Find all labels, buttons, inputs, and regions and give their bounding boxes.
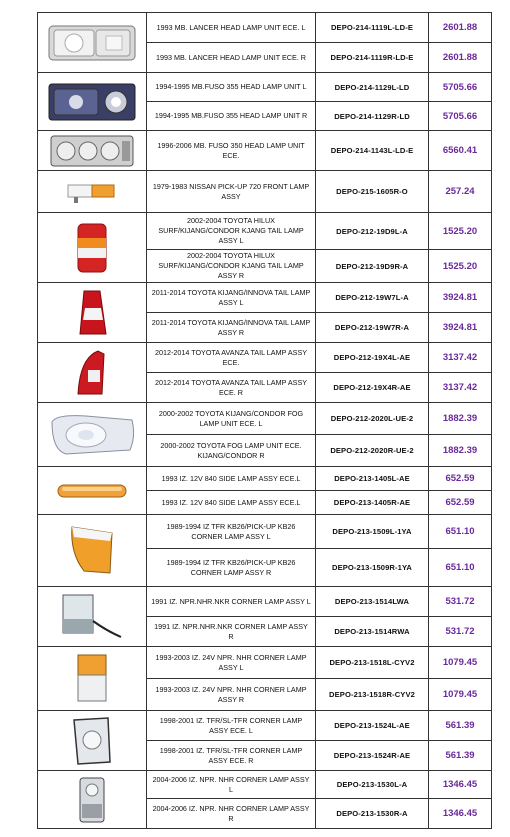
product-description: 2011-2014 TOYOTA KIJANG/INNOVA TAIL LAMP ASSY R <box>147 313 316 343</box>
product-code: DEPO-215-1605R-O <box>316 171 429 213</box>
product-description: 1993 MB. LANCER HEAD LAMP UNIT ECE. L <box>147 13 316 43</box>
side-lamp-icon <box>52 479 132 503</box>
product-code: DEPO-212-19X4L-AE <box>316 343 429 373</box>
product-price: 5705.66 <box>429 73 492 102</box>
table-row <box>38 647 492 679</box>
product-code: DEPO-212-19W7R-A <box>316 313 429 343</box>
product-price: 531.72 <box>429 617 492 647</box>
product-description: 2002-2004 TOYOTA HILUX SURF/KIJANG/CONDOR KJANG TAIL LAMP ASSY R <box>147 250 316 283</box>
corner-lamp-icon <box>57 591 127 643</box>
corner-lamp-icon <box>64 523 120 579</box>
product-image-cell <box>38 403 147 467</box>
product-price: 561.39 <box>429 741 492 771</box>
product-description: 1994-1995 MB.FUSO 355 HEAD LAMP UNIT R <box>147 102 316 131</box>
product-image-cell <box>38 131 147 171</box>
product-price: 3137.42 <box>429 373 492 403</box>
product-code: DEPO-213-1514RWA <box>316 617 429 647</box>
product-price: 1525.20 <box>429 250 492 283</box>
product-code: DEPO-214-1119R-LD-E <box>316 43 429 73</box>
table-row <box>38 171 492 213</box>
table-row <box>38 771 492 799</box>
product-image-cell <box>38 73 147 131</box>
product-image-cell <box>38 771 147 829</box>
table-row <box>38 13 492 43</box>
product-description: 2012-2014 TOYOTA AVANZA TAIL LAMP ASSY ECE. R <box>147 373 316 403</box>
product-description: 1989-1994 IZ TFR KB26/PICK-UP KB26 CORNER LAMP ASSY L <box>147 515 316 549</box>
product-image-cell <box>38 213 147 283</box>
product-price: 3137.42 <box>429 343 492 373</box>
product-code: DEPO-213-1518L-CYV2 <box>316 647 429 679</box>
corner-lamp-icon <box>68 714 116 768</box>
product-code: DEPO-213-1530L-A <box>316 771 429 799</box>
product-code: DEPO-213-1530R-A <box>316 799 429 829</box>
product-code: DEPO-213-1524R-AE <box>316 741 429 771</box>
table-row <box>38 467 492 491</box>
product-code: DEPO-212-2020R-UE-2 <box>316 435 429 467</box>
product-description: 2011-2014 TOYOTA KIJANG/INNOVA TAIL LAMP ASSY L <box>147 283 316 313</box>
headlamp-icon <box>46 20 138 66</box>
product-description: 1996-2006 MB. FUSO 350 HEAD LAMP UNIT ECE. <box>147 131 316 171</box>
product-description: 2004-2006 IZ. NPR. NHR CORNER LAMP ASSY R <box>147 799 316 829</box>
product-image-cell <box>38 13 147 73</box>
product-description: 1993 MB. LANCER HEAD LAMP UNIT ECE. R <box>147 43 316 73</box>
front-lamp-icon <box>62 177 122 207</box>
fog-lamp-icon <box>46 410 138 460</box>
table-row <box>38 73 492 102</box>
product-description: 1991 IZ. NPR.NHR.NKR CORNER LAMP ASSY L <box>147 587 316 617</box>
product-image-cell <box>38 283 147 343</box>
tail-lamp-icon <box>74 288 110 338</box>
product-price: 652.59 <box>429 467 492 491</box>
product-description: 1998-2001 IZ. TFR/SL-TFR CORNER LAMP ASSY ECE. R <box>147 741 316 771</box>
product-price: 1346.45 <box>429 771 492 799</box>
product-price: 1882.39 <box>429 403 492 435</box>
product-code: DEPO-213-1509R-1YA <box>316 549 429 587</box>
product-code: DEPO-213-1524L-AE <box>316 711 429 741</box>
product-price: 2601.88 <box>429 13 492 43</box>
product-description: 1998-2001 IZ. TFR/SL-TFR CORNER LAMP ASSY ECE. L <box>147 711 316 741</box>
product-description: 1993 IZ. 12V 840 SIDE LAMP ASSY ECE.L <box>147 491 316 515</box>
product-image-cell <box>38 515 147 587</box>
product-price: 5705.66 <box>429 102 492 131</box>
product-description: 2012-2014 TOYOTA AVANZA TAIL LAMP ASSY ECE. <box>147 343 316 373</box>
product-code: DEPO-212-19D9L-A <box>316 213 429 250</box>
tail-lamp-icon <box>72 220 112 276</box>
product-code: DEPO-213-1518R-CYV2 <box>316 679 429 711</box>
product-image-cell <box>38 467 147 515</box>
product-image-cell <box>38 343 147 403</box>
product-image-cell <box>38 171 147 213</box>
product-code: DEPO-212-19W7L-A <box>316 283 429 313</box>
headlamp-icon <box>48 133 136 169</box>
product-price: 6560.41 <box>429 131 492 171</box>
table-row <box>38 587 492 617</box>
product-description: 1991 IZ. NPR.NHR.NKR CORNER LAMP ASSY R <box>147 617 316 647</box>
table-row <box>38 711 492 741</box>
product-image-cell <box>38 711 147 771</box>
product-price: 531.72 <box>429 587 492 617</box>
product-table <box>37 12 492 829</box>
table-row <box>38 343 492 373</box>
product-description: 1989-1994 IZ TFR KB26/PICK-UP KB26 CORNER LAMP ASSY R <box>147 549 316 587</box>
product-price: 1079.45 <box>429 679 492 711</box>
product-price: 652.59 <box>429 491 492 515</box>
product-code: DEPO-212-19D9R-A <box>316 250 429 283</box>
product-price: 651.10 <box>429 515 492 549</box>
corner-lamp-icon <box>72 774 112 826</box>
product-image-cell <box>38 647 147 711</box>
table-row <box>38 131 492 171</box>
product-code: DEPO-212-19X4R-AE <box>316 373 429 403</box>
product-price: 651.10 <box>429 549 492 587</box>
product-price: 1079.45 <box>429 647 492 679</box>
product-code: DEPO-214-1129R-LD <box>316 102 429 131</box>
product-code: DEPO-214-1129L-LD <box>316 73 429 102</box>
corner-lamp-icon <box>70 651 114 707</box>
product-description: 2000-2002 TOYOTA KIJANG/CONDOR FOG LAMP UNIT ECE. L <box>147 403 316 435</box>
table-row <box>38 283 492 313</box>
tail-lamp-icon <box>72 348 112 398</box>
product-price: 3924.81 <box>429 313 492 343</box>
product-description: 2000-2002 TOYOTA FOG LAMP UNIT ECE. KIJANG/CONDOR R <box>147 435 316 467</box>
product-price: 3924.81 <box>429 283 492 313</box>
product-price: 1882.39 <box>429 435 492 467</box>
product-price: 1525.20 <box>429 213 492 250</box>
product-price: 1346.45 <box>429 799 492 829</box>
product-description: 1993-2003 IZ. 24V NPR. NHR CORNER LAMP ASSY L <box>147 647 316 679</box>
product-code: DEPO-213-1514LWA <box>316 587 429 617</box>
product-code: DEPO-214-1119L-LD-E <box>316 13 429 43</box>
table-row <box>38 213 492 250</box>
product-code: DEPO-213-1509L-1YA <box>316 515 429 549</box>
product-price: 257.24 <box>429 171 492 213</box>
table-row <box>38 515 492 549</box>
product-description: 1993 IZ. 12V 840 SIDE LAMP ASSY ECE.L <box>147 467 316 491</box>
headlamp-icon <box>46 80 138 124</box>
product-code: DEPO-212-2020L-UE-2 <box>316 403 429 435</box>
product-image-cell <box>38 587 147 647</box>
product-description: 2002-2004 TOYOTA HILUX SURF/KIJANG/CONDOR KJANG TAIL LAMP ASSY L <box>147 213 316 250</box>
product-code: DEPO-213-1405R-AE <box>316 491 429 515</box>
product-code: DEPO-214-1143L-LD-E <box>316 131 429 171</box>
product-description: 2004-2006 IZ. NPR. NHR CORNER LAMP ASSY L <box>147 771 316 799</box>
product-description: 1994-1995 MB.FUSO 355 HEAD LAMP UNIT L <box>147 73 316 102</box>
product-description: 1979-1983 NISSAN PICK-UP 720 FRONT LAMP ASSY <box>147 171 316 213</box>
product-code: DEPO-213-1405L-AE <box>316 467 429 491</box>
product-description: 1993-2003 IZ. 24V NPR. NHR CORNER LAMP ASSY R <box>147 679 316 711</box>
product-price: 2601.88 <box>429 43 492 73</box>
table-row <box>38 403 492 435</box>
product-price: 561.39 <box>429 711 492 741</box>
